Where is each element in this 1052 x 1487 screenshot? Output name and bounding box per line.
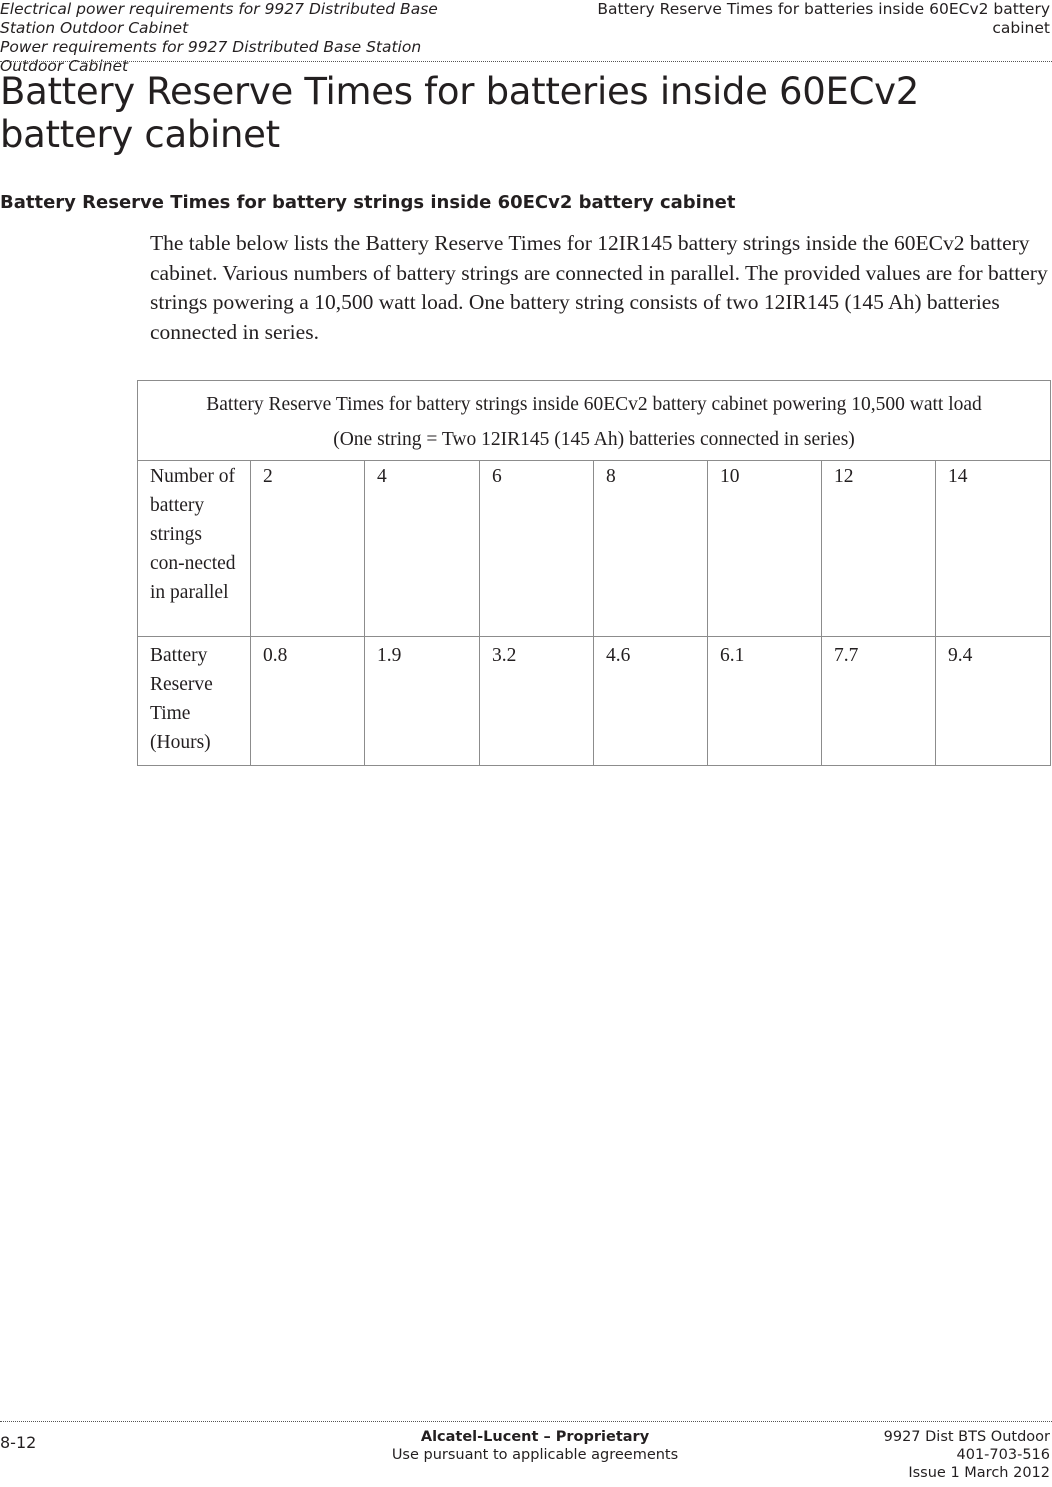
table-caption-line: Battery Reserve Times for battery strings inside 60ECv2 battery cabinet powering 10,500 watt load <box>206 394 982 415</box>
table-cell: 6.1 <box>708 637 822 766</box>
table-cell: 12 <box>822 461 936 637</box>
table-cell: 0.8 <box>251 637 365 766</box>
intro-paragraph: The table below lists the Battery Reserve Times for 12IR145 battery strings inside the 60ECv2 battery cabinet. Various numbers of battery strings are connected in parallel. The provided values are for battery strings powering a 10,500 watt load. One battery string consists of two 12IR145 (145 Ah) batteries connected in series. <box>150 231 1048 344</box>
header-left-line: Station Outdoor Cabinet <box>0 19 189 37</box>
page-number: 8-12 <box>0 1433 37 1452</box>
header-right-line: Battery Reserve Times for batteries inside 60ECv2 battery <box>597 0 1050 18</box>
footer-usage: Use pursuant to applicable agreements <box>391 1447 679 1463</box>
table-cell: 1.9 <box>365 637 480 766</box>
footer-proprietary <box>360 1428 710 1464</box>
footer-doc-info <box>730 1428 1050 1482</box>
footer-company: Alcatel-Lucent – Proprietary <box>420 1429 650 1445</box>
header-left-line: Outdoor Cabinet <box>0 57 129 75</box>
header-right-line: cabinet <box>992 19 1050 37</box>
running-header-right <box>530 0 1050 38</box>
table-caption-note: (One string = Two 12IR145 (145 Ah) batteries connected in series) <box>333 429 855 450</box>
table-cell: 4 <box>365 461 480 637</box>
header-left-line: Electrical power requirements for 9927 Distributed Base <box>0 0 438 18</box>
page-title: Battery Reserve Times for batteries inside 60ECv2 battery cabinet <box>0 70 919 156</box>
table-cell: 7.7 <box>822 637 936 766</box>
table-cell: 6 <box>480 461 594 637</box>
table-cell: 2 <box>251 461 365 637</box>
table-cell: 10 <box>708 461 822 637</box>
footer-issue: Issue 1 March 2012 <box>908 1465 1050 1481</box>
table-caption <box>138 381 1051 461</box>
footer-divider <box>0 1421 1052 1422</box>
table-cell: 4.6 <box>594 637 708 766</box>
table-row <box>138 637 1051 766</box>
section-title: Battery Reserve Times for battery strings inside 60ECv2 battery cabinet <box>0 192 736 213</box>
footer-doc-name: 9927 Dist BTS Outdoor <box>883 1429 1050 1445</box>
table-caption-row <box>138 381 1051 461</box>
row-header-strings: Number of battery strings con-nected in parallel <box>138 461 251 637</box>
header-divider <box>0 61 1052 62</box>
row-header-hours: Battery Reserve Time (Hours) <box>138 637 251 766</box>
table-cell: 8 <box>594 461 708 637</box>
table-cell: 3.2 <box>480 637 594 766</box>
footer-doc-number: 401-703-516 <box>956 1447 1050 1463</box>
header-left-line: Power requirements for 9927 Distributed Base Station <box>0 38 422 56</box>
running-header-left <box>0 0 500 76</box>
table-cell: 9.4 <box>936 637 1051 766</box>
table-cell: 14 <box>936 461 1051 637</box>
battery-reserve-table <box>137 380 1051 766</box>
table-row <box>138 461 1051 637</box>
